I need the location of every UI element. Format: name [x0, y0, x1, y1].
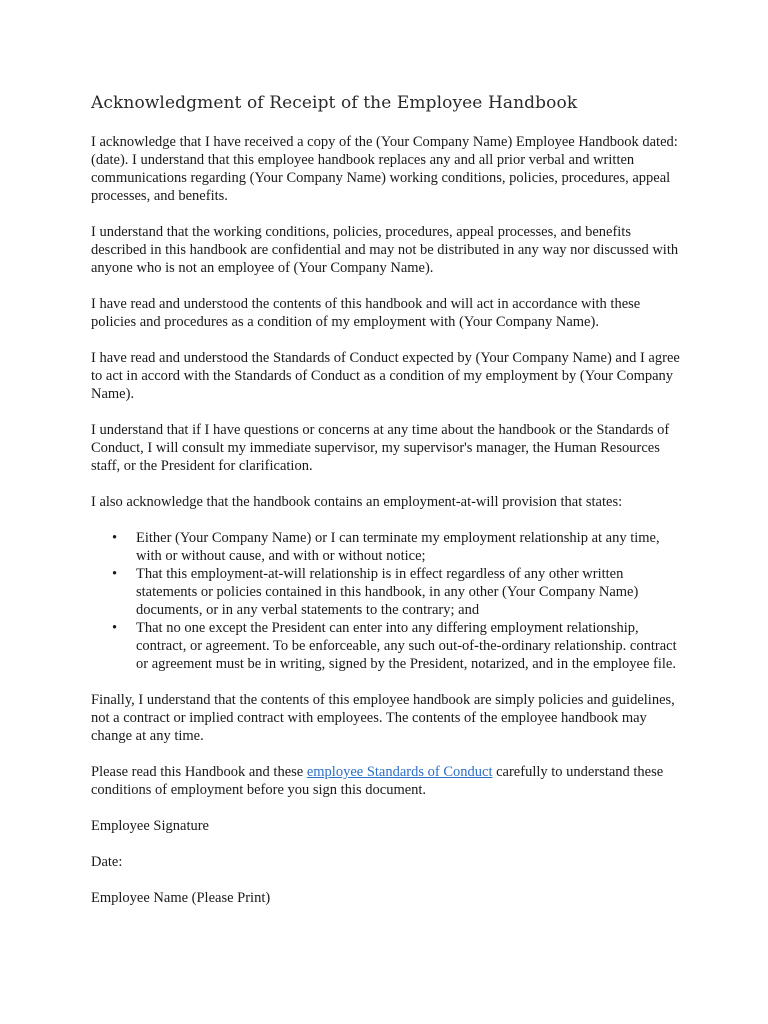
- paragraph-questions: I understand that if I have questions or concerns at any time about the handbook or the Standards of Conduct, I will consult my immediate supervisor, my supervisor's manager, the Human Resources staff, or the President for clarification.: [91, 422, 670, 474]
- employee-name-label: Employee Name (Please Print): [91, 890, 271, 906]
- date-label: Date:: [91, 854, 123, 870]
- instruction-after-link: carefully to understand these conditions of employment before you sign this document.: [91, 764, 664, 798]
- document-title: Acknowledgment of Receipt of the Employee Handbook: [91, 93, 578, 113]
- document-page: [91, 92, 683, 925]
- bullet-icon: •: [112, 620, 118, 636]
- standards-of-conduct-link[interactable]: employee Standards of Conduct: [306, 764, 493, 780]
- paragraph-read-contents: I have read and understood the contents of this handbook and will act in accordance with these policies and procedures as a condition of my employment with (Your Company Name).: [91, 296, 641, 330]
- list-item-text: Either (Your Company Name) or I can terminate my employment relationship at any time, with or without cause, and with or without notice;: [136, 530, 660, 564]
- list-item-text: That no one except the President can enter into any differing employment relationship, contract, or agreement. To be enforceable, any such out-of-the-ordinary relationship. contract or agreement must be in writing, signed by the President, notarized, and in the employee file.: [136, 620, 677, 672]
- paragraph-standards-of-conduct: I have read and understood the Standards of Conduct expected by (Your Company Name) and I agree to act in accord with the Standards of Conduct as a condition of my employment by (Your Company Name).: [91, 350, 680, 402]
- employee-signature-label: Employee Signature: [91, 818, 209, 834]
- paragraph-at-will-intro: I also acknowledge that the handbook contains an employment-at-will provision that states:: [91, 494, 623, 510]
- list-item: [112, 529, 683, 565]
- bullet-icon: •: [112, 530, 118, 546]
- at-will-list: [91, 529, 683, 673]
- list-item: [112, 619, 683, 673]
- paragraph-receipt: I acknowledge that I have received a copy of the (Your Company Name) Employee Handbook dated: (date). I understand that this employee handbook replaces any and all prior verbal and written communications regarding (Your Company Name) working conditions, policies, procedures, appeal processes, and benefits.: [91, 134, 678, 204]
- paragraph-instruction: [91, 763, 683, 799]
- list-item: [112, 565, 683, 619]
- bullet-icon: •: [112, 566, 118, 582]
- paragraph-confidential: I understand that the working conditions, policies, procedures, appeal processes, and benefits described in this handbook are confidential and may not be distributed in any way nor discussed with anyone who is not an employee of (Your Company Name).: [91, 224, 679, 276]
- paragraph-closing: Finally, I understand that the contents of this employee handbook are simply policies and guidelines, not a contract or implied contract with employees. The contents of the employee handbook may change at any time.: [91, 692, 675, 744]
- instruction-before-link: Please read this Handbook and these: [91, 764, 307, 780]
- list-item-text: That this employment-at-will relationship is in effect regardless of any other written statements or policies contained in this handbook, in any other (Your Company Name) documents, or in any verbal statements to the contrary; and: [136, 566, 639, 618]
